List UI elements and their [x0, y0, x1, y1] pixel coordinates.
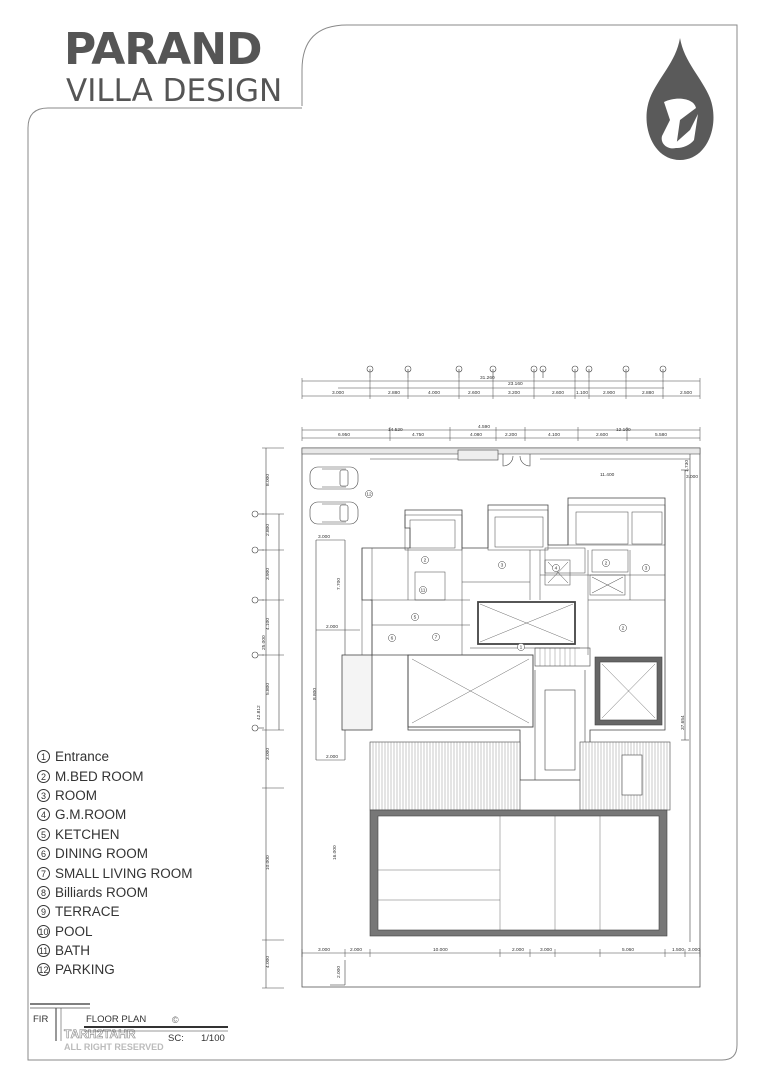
dim-left-segment: 3.900: [266, 567, 271, 580]
dim-top-segment: 3.200: [508, 391, 521, 396]
legend-item: [37, 883, 193, 902]
dim-inner-11400: 11.400: [600, 473, 615, 478]
legend-item: [37, 844, 193, 863]
legend-item: [37, 941, 193, 960]
legend-item: [37, 922, 193, 941]
dim-top-segment: 3.000: [332, 391, 345, 396]
legend-number: 11: [38, 946, 49, 957]
legend-number: 12: [38, 965, 49, 976]
dim-left-segment: 4.100: [266, 617, 271, 630]
watermark-logo: TARH2TAHR: [64, 1027, 136, 1041]
dim-mid-segment: 6.950: [338, 433, 351, 438]
car-icon: [310, 502, 358, 524]
legend-item: [37, 825, 193, 844]
dim-inner: 3.000: [318, 535, 331, 540]
copyright-mark: ©: [172, 1015, 179, 1025]
legend-item: [37, 747, 193, 766]
page-subtitle: VILLA DESIGN: [66, 73, 283, 109]
legend-item: [37, 960, 193, 979]
legend-number: 4: [37, 808, 50, 821]
legend-number: 10: [38, 926, 49, 937]
dim-right-total: 37.654: [681, 715, 686, 730]
dim-left-segment: 2.800: [266, 523, 271, 536]
car-icon: [310, 467, 358, 489]
scale-value: 1/100: [201, 1033, 225, 1044]
dim-left-total: 42.812: [257, 705, 262, 720]
legend-label: M.BED ROOM: [55, 768, 144, 784]
dim-inner: 8.800: [313, 687, 318, 700]
room-marker-number: 5: [413, 615, 417, 621]
legend-label: ROOM: [55, 787, 97, 803]
legend-number: 6: [37, 847, 50, 860]
dim-left-segment: 8.000: [266, 473, 271, 486]
legend-label: POOL: [55, 923, 93, 939]
dim-left-segment: 10.000: [266, 855, 271, 870]
pool: [370, 810, 667, 936]
legend-item: [37, 863, 193, 882]
room-marker-number: 12: [366, 492, 372, 498]
dim-bottom-segment: 1.500: [672, 948, 685, 953]
legend-number: 9: [37, 905, 50, 918]
legend-number: 5: [37, 828, 50, 841]
dim-bottom-segment: 2.000: [512, 948, 525, 953]
dim-left-segment: 4.000: [266, 955, 271, 968]
dim-top-segment: 2.880: [642, 391, 655, 396]
legend-label: PARKING: [55, 962, 115, 978]
room-marker-number: 2: [621, 626, 625, 632]
dim-right-segment: 1.730: [685, 459, 690, 472]
dim-bottom-segment: 2.000: [350, 948, 363, 953]
dim-bottom-segment: 5.060: [622, 948, 635, 953]
watermark-rights: ALL RIGHT RESERVED: [64, 1042, 164, 1052]
dim-mid-segment: 4.750: [412, 433, 425, 438]
legend-number: 1: [37, 750, 50, 763]
dim-inner: 2.000: [337, 965, 342, 978]
legend-label: DINING ROOM: [55, 846, 148, 862]
dim-top-total: 31.260: [480, 376, 495, 381]
legend-label: TERRACE: [55, 904, 120, 920]
dim-right-segment: 3.000: [686, 475, 699, 480]
dim-bottom-segment: 3.000: [318, 948, 331, 953]
dim-bottom-segment: 3.000: [540, 948, 553, 953]
room-marker-number: 4: [554, 566, 558, 572]
dim-mid-segment: 5.580: [655, 433, 668, 438]
dim-inner: 16.000: [333, 845, 338, 860]
legend-label: G.M.ROOM: [55, 807, 127, 823]
title-block-lines: [30, 1003, 230, 1043]
dim-mid-segment: 4.100: [548, 433, 561, 438]
room-marker-number: 2: [604, 561, 608, 567]
legend-label: Entrance: [55, 749, 110, 765]
dim-mid-segment: 2.200: [505, 433, 518, 438]
legend-number: 7: [37, 867, 50, 880]
dim-left-sub: 25.000: [262, 635, 267, 650]
scale-label: SC:: [168, 1033, 184, 1044]
legend-label: SMALL LIVING ROOM: [55, 865, 193, 881]
legend-number: 2: [37, 770, 50, 783]
dim-left-segment: 3.000: [266, 747, 271, 760]
dim-mid-left: 14.520: [388, 428, 403, 433]
legend-item: [37, 766, 193, 785]
legend-item: [37, 902, 193, 921]
logo-icon: [647, 38, 714, 160]
room-marker-number: 3: [500, 563, 504, 569]
legend-number: 8: [37, 886, 50, 899]
dim-left-segment: 5.800: [266, 682, 271, 695]
legend-number: 3: [37, 789, 50, 802]
page-title: PARAND: [64, 24, 262, 75]
room-marker-number: 3: [644, 566, 648, 572]
dim-mid-segment: 2.600: [596, 433, 609, 438]
legend-label: BATH: [55, 943, 91, 959]
dim-top-segment: 2.600: [552, 391, 565, 396]
room-legend: [37, 747, 193, 980]
dim-top-segment: 1.100: [576, 391, 589, 396]
floor-plan: [252, 366, 700, 988]
dim-bottom-segment: 3.000: [688, 948, 701, 953]
grid-axes-top: [367, 366, 666, 378]
dim-inner: 7.700: [337, 577, 342, 590]
legend-label: KETCHEN: [55, 826, 120, 842]
dim-top-sub: 23.160: [508, 382, 523, 387]
plan-label-prefix: FIR: [33, 1014, 49, 1025]
grid-axes-left: [252, 511, 264, 731]
dim-top-segment: 2.880: [388, 391, 401, 396]
dim-mid-segment: 4.080: [470, 433, 483, 438]
dim-top-segment: 2.600: [468, 391, 481, 396]
room-marker-number: 7: [434, 635, 438, 641]
plan-label: FLOOR PLAN: [86, 1014, 147, 1025]
room-marker-number: 1: [519, 645, 523, 651]
dim-bottom-segment: 10.000: [433, 948, 448, 953]
legend-label: Billiards ROOM: [55, 884, 149, 900]
legend-item: [37, 805, 193, 824]
dim-top-segment: 4.000: [428, 391, 441, 396]
room-marker-number: 6: [390, 636, 394, 642]
legend-item: [37, 786, 193, 805]
room-marker-number: 2: [423, 558, 427, 564]
dim-top-segment: 2.500: [680, 391, 693, 396]
dim-inner: 2.000: [326, 755, 339, 760]
dim-mid-total: 4.590: [478, 425, 491, 430]
dim-mid-right: 12.100: [616, 428, 631, 433]
dim-top-segment: 2.900: [603, 391, 616, 396]
dim-inner: 2.000: [326, 625, 339, 630]
room-marker-number: 11: [420, 588, 426, 594]
